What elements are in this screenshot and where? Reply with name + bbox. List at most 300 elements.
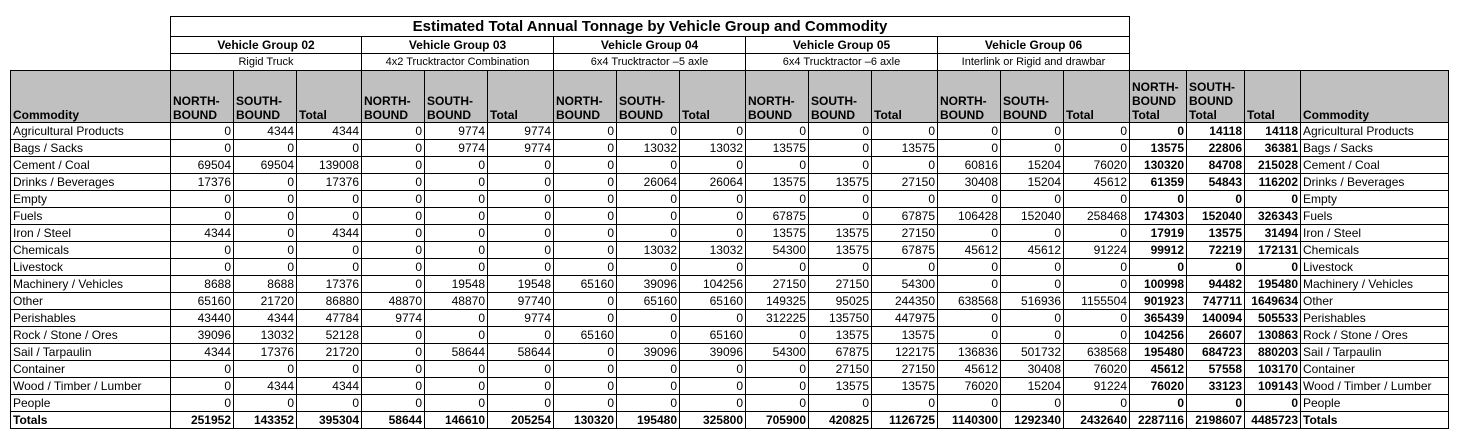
value-cell: 99912 — [1130, 242, 1187, 259]
value-cell: 0 — [680, 208, 746, 225]
value-cell: 0 — [809, 208, 872, 225]
value-cell: 0 — [1001, 225, 1064, 242]
value-cell: 130863 — [1245, 327, 1301, 344]
commodity-label-right: Container — [1301, 361, 1449, 378]
value-cell: 67875 — [872, 242, 938, 259]
table-row — [11, 208, 1449, 225]
header-northbound: NORTH-BOUND — [554, 71, 617, 123]
value-cell: 0 — [1064, 140, 1130, 157]
value-cell: 54300 — [872, 276, 938, 293]
value-cell: 0 — [425, 208, 488, 225]
value-cell: 0 — [425, 157, 488, 174]
value-cell: 0 — [297, 208, 362, 225]
value-cell: 326343 — [1245, 208, 1301, 225]
value-cell: 13575 — [746, 140, 809, 157]
value-cell: 747711 — [1187, 293, 1245, 310]
value-cell: 0 — [554, 208, 617, 225]
table-row — [11, 242, 1449, 259]
value-cell: 2432640 — [1064, 412, 1130, 429]
value-cell: 0 — [425, 174, 488, 191]
value-cell: 0 — [171, 242, 234, 259]
title-row — [11, 17, 1449, 37]
value-cell: 1292340 — [1001, 412, 1064, 429]
value-cell: 638568 — [1064, 344, 1130, 361]
value-cell: 0 — [1064, 276, 1130, 293]
value-cell: 30408 — [938, 174, 1001, 191]
value-cell: 39096 — [680, 344, 746, 361]
commodity-label: Sail / Tarpaulin — [11, 344, 171, 361]
value-cell: 0 — [554, 140, 617, 157]
commodity-label: Other — [11, 293, 171, 310]
value-cell: 0 — [425, 191, 488, 208]
value-cell: 14118 — [1245, 123, 1301, 140]
blank-cell — [1130, 54, 1449, 71]
value-cell: 0 — [488, 378, 554, 395]
value-cell: 76020 — [1064, 157, 1130, 174]
value-cell: 0 — [680, 157, 746, 174]
value-cell: 39096 — [171, 327, 234, 344]
value-cell: 65160 — [680, 293, 746, 310]
value-cell: 21720 — [234, 293, 297, 310]
value-cell: 0 — [171, 191, 234, 208]
value-cell: 0 — [362, 361, 425, 378]
value-cell: 4344 — [234, 123, 297, 140]
header-northbound: NORTH-BOUND — [746, 71, 809, 123]
value-cell: 54300 — [746, 344, 809, 361]
value-cell: 0 — [488, 327, 554, 344]
value-cell: 91224 — [1064, 378, 1130, 395]
value-cell: 15204 — [1001, 174, 1064, 191]
value-cell: 26064 — [680, 174, 746, 191]
value-cell: 0 — [362, 242, 425, 259]
value-cell: 0 — [362, 123, 425, 140]
value-cell: 17376 — [297, 276, 362, 293]
value-cell: 0 — [297, 191, 362, 208]
value-cell: 516936 — [1001, 293, 1064, 310]
value-cell: 0 — [746, 361, 809, 378]
value-cell: 45612 — [1001, 242, 1064, 259]
value-cell: 0 — [1187, 395, 1245, 412]
value-cell: 135750 — [809, 310, 872, 327]
value-cell: 67875 — [809, 344, 872, 361]
value-cell: 0 — [1001, 276, 1064, 293]
value-cell: 26064 — [617, 174, 680, 191]
value-cell: 0 — [617, 327, 680, 344]
value-cell: 4344 — [297, 378, 362, 395]
value-cell: 9774 — [425, 123, 488, 140]
value-cell: 30408 — [1001, 361, 1064, 378]
value-cell: 205254 — [488, 412, 554, 429]
value-cell: 0 — [680, 225, 746, 242]
value-cell: 15204 — [1001, 157, 1064, 174]
header-total: Total — [1064, 71, 1130, 123]
value-cell: 54300 — [746, 242, 809, 259]
table-row — [11, 225, 1449, 242]
value-cell: 0 — [488, 259, 554, 276]
group-name-05: Vehicle Group 05 — [746, 37, 938, 54]
value-cell: 0 — [425, 310, 488, 327]
value-cell: 0 — [1064, 395, 1130, 412]
value-cell: 1126725 — [872, 412, 938, 429]
value-cell: 0 — [938, 276, 1001, 293]
value-cell: 0 — [872, 395, 938, 412]
value-cell: 0 — [488, 225, 554, 242]
value-cell: 0 — [234, 208, 297, 225]
value-cell: 67875 — [872, 208, 938, 225]
commodity-label-right: People — [1301, 395, 1449, 412]
commodity-label: Bags / Sacks — [11, 140, 171, 157]
value-cell: 152040 — [1001, 208, 1064, 225]
value-cell: 76020 — [938, 378, 1001, 395]
commodity-label-right: Empty — [1301, 191, 1449, 208]
value-cell: 0 — [554, 191, 617, 208]
value-cell: 0 — [234, 361, 297, 378]
table-row — [11, 174, 1449, 191]
value-cell: 0 — [680, 361, 746, 378]
commodity-label: Cement / Coal — [11, 157, 171, 174]
table-row — [11, 276, 1449, 293]
value-cell: 130320 — [1130, 157, 1187, 174]
commodity-label-right: Drinks / Beverages — [1301, 174, 1449, 191]
value-cell: 0 — [1187, 191, 1245, 208]
group-desc-row — [11, 54, 1449, 71]
value-cell: 195480 — [617, 412, 680, 429]
table-row — [11, 344, 1449, 361]
value-cell: 84708 — [1187, 157, 1245, 174]
header-northbound-total: NORTH-BOUND Total — [1130, 71, 1187, 123]
group-desc-05: 6x4 Trucktractor –6 axle — [746, 54, 938, 71]
value-cell: 0 — [872, 259, 938, 276]
value-cell: 0 — [872, 123, 938, 140]
value-cell: 0 — [362, 276, 425, 293]
value-cell: 325800 — [680, 412, 746, 429]
value-cell: 13575 — [809, 174, 872, 191]
group-name-row — [11, 37, 1449, 54]
value-cell: 0 — [872, 157, 938, 174]
header-total: Total — [872, 71, 938, 123]
header-commodity-right: Commodity — [1301, 71, 1449, 123]
value-cell: 4344 — [297, 123, 362, 140]
value-cell: 65160 — [680, 327, 746, 344]
value-cell: 65160 — [554, 276, 617, 293]
value-cell: 0 — [1130, 191, 1187, 208]
value-cell: 0 — [680, 191, 746, 208]
commodity-label: Iron / Steel — [11, 225, 171, 242]
table-row — [11, 310, 1449, 327]
value-cell: 13575 — [872, 378, 938, 395]
value-cell: 0 — [938, 123, 1001, 140]
value-cell: 195480 — [1130, 344, 1187, 361]
value-cell: 0 — [746, 191, 809, 208]
header-southbound: SOUTH-BOUND — [617, 71, 680, 123]
value-cell: 8688 — [171, 276, 234, 293]
value-cell: 0 — [938, 327, 1001, 344]
value-cell: 0 — [171, 123, 234, 140]
value-cell: 0 — [297, 140, 362, 157]
value-cell: 0 — [362, 208, 425, 225]
value-cell: 1155504 — [1064, 293, 1130, 310]
commodity-label: Machinery / Vehicles — [11, 276, 171, 293]
value-cell: 0 — [1001, 310, 1064, 327]
header-northbound: NORTH-BOUND — [938, 71, 1001, 123]
value-cell: 14118 — [1187, 123, 1245, 140]
value-cell: 76020 — [1130, 378, 1187, 395]
value-cell: 33123 — [1187, 378, 1245, 395]
value-cell: 0 — [1130, 259, 1187, 276]
value-cell: 0 — [234, 395, 297, 412]
value-cell: 43440 — [171, 310, 234, 327]
value-cell: 65160 — [617, 293, 680, 310]
value-cell: 0 — [362, 157, 425, 174]
value-cell: 0 — [554, 395, 617, 412]
value-cell: 312225 — [746, 310, 809, 327]
value-cell: 0 — [680, 395, 746, 412]
value-cell: 26607 — [1187, 327, 1245, 344]
value-cell: 4344 — [234, 310, 297, 327]
group-name-03: Vehicle Group 03 — [362, 37, 554, 54]
value-cell: 45612 — [938, 361, 1001, 378]
value-cell: 9774 — [362, 310, 425, 327]
value-cell: 13032 — [617, 242, 680, 259]
value-cell: 0 — [554, 361, 617, 378]
table-row — [11, 378, 1449, 395]
value-cell: 505533 — [1245, 310, 1301, 327]
value-cell: 0 — [171, 395, 234, 412]
value-cell: 0 — [171, 361, 234, 378]
value-cell: 0 — [680, 310, 746, 327]
value-cell: 27150 — [872, 225, 938, 242]
value-cell: 0 — [938, 140, 1001, 157]
value-cell: 0 — [1064, 123, 1130, 140]
header-southbound: SOUTH-BOUND — [1001, 71, 1064, 123]
value-cell: 258468 — [1064, 208, 1130, 225]
value-cell: 60816 — [938, 157, 1001, 174]
value-cell: 13575 — [1130, 140, 1187, 157]
value-cell: 0 — [1064, 225, 1130, 242]
value-cell: 0 — [1001, 123, 1064, 140]
value-cell: 0 — [1001, 327, 1064, 344]
value-cell: 9774 — [488, 310, 554, 327]
header-southbound-total: SOUTH-BOUND Total — [1187, 71, 1245, 123]
value-cell: 0 — [1187, 259, 1245, 276]
value-cell: 152040 — [1187, 208, 1245, 225]
value-cell: 0 — [554, 310, 617, 327]
value-cell: 0 — [617, 259, 680, 276]
value-cell: 0 — [362, 225, 425, 242]
value-cell: 0 — [809, 259, 872, 276]
value-cell: 0 — [1245, 395, 1301, 412]
commodity-label: Totals — [11, 412, 171, 429]
blank-cell — [11, 37, 171, 54]
table-row — [11, 259, 1449, 276]
value-cell: 0 — [234, 174, 297, 191]
value-cell: 0 — [938, 225, 1001, 242]
commodity-label-right: Other — [1301, 293, 1449, 310]
value-cell: 0 — [1245, 259, 1301, 276]
commodity-label: Agricultural Products — [11, 123, 171, 140]
value-cell: 0 — [554, 123, 617, 140]
value-cell: 0 — [1001, 259, 1064, 276]
value-cell: 9774 — [425, 140, 488, 157]
value-cell: 0 — [617, 310, 680, 327]
value-cell: 2287116 — [1130, 412, 1187, 429]
value-cell: 17376 — [171, 174, 234, 191]
value-cell: 0 — [297, 395, 362, 412]
value-cell: 13575 — [809, 225, 872, 242]
value-cell: 58644 — [425, 344, 488, 361]
value-cell: 420825 — [809, 412, 872, 429]
header-northbound: NORTH-BOUND — [171, 71, 234, 123]
value-cell: 0 — [746, 157, 809, 174]
value-cell: 0 — [488, 361, 554, 378]
value-cell: 130320 — [554, 412, 617, 429]
value-cell: 0 — [234, 259, 297, 276]
value-cell: 0 — [617, 378, 680, 395]
value-cell: 17376 — [297, 174, 362, 191]
value-cell: 365439 — [1130, 310, 1187, 327]
header-southbound: SOUTH-BOUND — [425, 71, 488, 123]
value-cell: 19548 — [425, 276, 488, 293]
value-cell: 0 — [362, 395, 425, 412]
header-total: Total — [488, 71, 554, 123]
value-cell: 9774 — [488, 140, 554, 157]
blank-cell — [11, 17, 171, 37]
value-cell: 0 — [362, 259, 425, 276]
value-cell: 0 — [809, 157, 872, 174]
value-cell: 0 — [234, 225, 297, 242]
commodity-label: Livestock — [11, 259, 171, 276]
value-cell: 13575 — [809, 242, 872, 259]
value-cell: 0 — [297, 242, 362, 259]
value-cell: 0 — [554, 378, 617, 395]
commodity-label-right: Machinery / Vehicles — [1301, 276, 1449, 293]
value-cell: 94482 — [1187, 276, 1245, 293]
value-cell: 0 — [554, 344, 617, 361]
value-cell: 48870 — [425, 293, 488, 310]
value-cell: 48870 — [362, 293, 425, 310]
value-cell: 0 — [171, 259, 234, 276]
group-name-02: Vehicle Group 02 — [171, 37, 362, 54]
value-cell: 13032 — [617, 140, 680, 157]
header-southbound: SOUTH-BOUND — [234, 71, 297, 123]
value-cell: 0 — [1064, 327, 1130, 344]
value-cell: 69504 — [171, 157, 234, 174]
value-cell: 45612 — [1130, 361, 1187, 378]
value-cell: 91224 — [1064, 242, 1130, 259]
column-header-row — [11, 71, 1449, 123]
value-cell: 0 — [617, 395, 680, 412]
value-cell: 0 — [425, 378, 488, 395]
value-cell: 395304 — [297, 412, 362, 429]
value-cell: 0 — [362, 344, 425, 361]
tonnage-table-wrapper — [10, 16, 1449, 429]
group-name-04: Vehicle Group 04 — [554, 37, 746, 54]
value-cell: 0 — [1130, 123, 1187, 140]
value-cell: 103170 — [1245, 361, 1301, 378]
value-cell: 2198607 — [1187, 412, 1245, 429]
value-cell: 61359 — [1130, 174, 1187, 191]
value-cell: 95025 — [809, 293, 872, 310]
commodity-label: Wood / Timber / Lumber — [11, 378, 171, 395]
value-cell: 4485723 — [1245, 412, 1301, 429]
value-cell: 0 — [425, 327, 488, 344]
value-cell: 0 — [872, 191, 938, 208]
value-cell: 4344 — [171, 344, 234, 361]
value-cell: 45612 — [1064, 174, 1130, 191]
commodity-label: Rock / Stone / Ores — [11, 327, 171, 344]
value-cell: 0 — [362, 174, 425, 191]
value-cell: 0 — [617, 225, 680, 242]
value-cell: 27150 — [809, 361, 872, 378]
value-cell: 0 — [746, 327, 809, 344]
value-cell: 0 — [488, 174, 554, 191]
header-grand-total: Total — [1245, 71, 1301, 123]
value-cell: 146610 — [425, 412, 488, 429]
value-cell: 0 — [425, 259, 488, 276]
value-cell: 45612 — [938, 242, 1001, 259]
value-cell: 0 — [488, 242, 554, 259]
value-cell: 67875 — [746, 208, 809, 225]
commodity-label-right: Fuels — [1301, 208, 1449, 225]
group-desc-02: Rigid Truck — [171, 54, 362, 71]
value-cell: 136836 — [938, 344, 1001, 361]
value-cell: 122175 — [872, 344, 938, 361]
value-cell: 0 — [746, 395, 809, 412]
value-cell: 0 — [488, 208, 554, 225]
value-cell: 36381 — [1245, 140, 1301, 157]
value-cell: 13575 — [809, 378, 872, 395]
value-cell: 13575 — [746, 174, 809, 191]
commodity-label-right: Livestock — [1301, 259, 1449, 276]
value-cell: 65160 — [171, 293, 234, 310]
value-cell: 0 — [680, 378, 746, 395]
header-northbound: NORTH-BOUND — [362, 71, 425, 123]
value-cell: 13575 — [809, 327, 872, 344]
value-cell: 86880 — [297, 293, 362, 310]
value-cell: 0 — [746, 259, 809, 276]
header-total: Total — [680, 71, 746, 123]
value-cell: 0 — [362, 140, 425, 157]
value-cell: 13032 — [680, 140, 746, 157]
value-cell: 27150 — [746, 276, 809, 293]
value-cell: 0 — [554, 242, 617, 259]
commodity-label: Drinks / Beverages — [11, 174, 171, 191]
value-cell: 47784 — [297, 310, 362, 327]
value-cell: 72219 — [1187, 242, 1245, 259]
commodity-label-right: Bags / Sacks — [1301, 140, 1449, 157]
value-cell: 13575 — [1187, 225, 1245, 242]
value-cell: 0 — [809, 395, 872, 412]
group-desc-06: Interlink or Rigid and drawbar — [938, 54, 1130, 71]
commodity-label: Empty — [11, 191, 171, 208]
value-cell: 172131 — [1245, 242, 1301, 259]
value-cell: 57558 — [1187, 361, 1245, 378]
value-cell: 0 — [234, 140, 297, 157]
value-cell: 0 — [1245, 191, 1301, 208]
commodity-label-right: Rock / Stone / Ores — [1301, 327, 1449, 344]
value-cell: 4344 — [234, 378, 297, 395]
value-cell: 0 — [488, 191, 554, 208]
group-name-06: Vehicle Group 06 — [938, 37, 1130, 54]
value-cell: 0 — [234, 242, 297, 259]
value-cell: 638568 — [938, 293, 1001, 310]
value-cell: 27150 — [872, 174, 938, 191]
value-cell: 0 — [297, 361, 362, 378]
value-cell: 13575 — [872, 327, 938, 344]
value-cell: 0 — [554, 225, 617, 242]
value-cell: 0 — [617, 191, 680, 208]
value-cell: 9774 — [488, 123, 554, 140]
